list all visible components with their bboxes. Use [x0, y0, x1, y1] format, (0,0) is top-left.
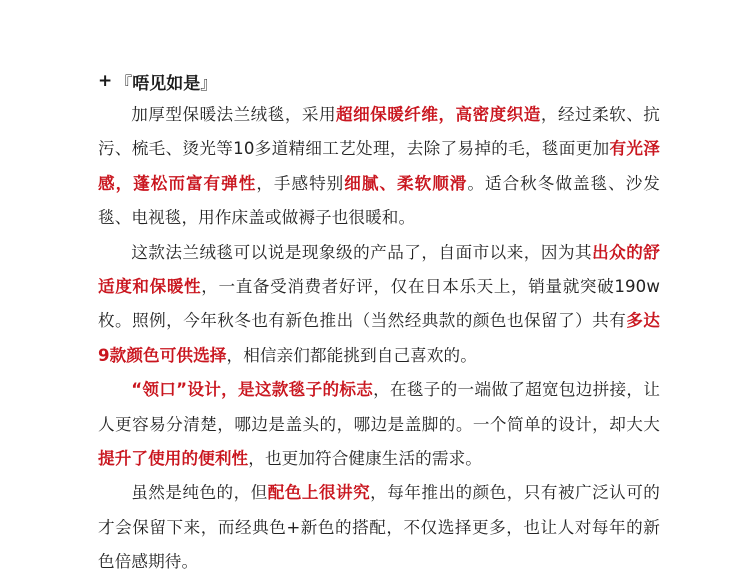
highlighted-text: 细腻、柔软顺滑 [344, 173, 468, 193]
paragraph-2 [98, 236, 660, 374]
body-text: ，手感特别 [256, 173, 345, 193]
body-text: ，经过柔软、抗污、梳毛、烫光等10多道精细工艺处理，去除了易掉的毛，毯面更加 [98, 105, 660, 159]
plus-icon: + [98, 71, 113, 91]
body-text: 这款法兰绒毯可以说是现象级的产品了，自面市以来，因为其 [131, 242, 593, 262]
body-text: ，一直备受消费者好评，仅在日本乐天上，销量就突破190w枚。照例，今年秋冬也有新色推出（当然经典款的颜色也保留了）共有 [98, 277, 660, 331]
highlighted-text: 超细保暖纤维，高密度织造 [336, 105, 541, 124]
article-body [98, 98, 660, 580]
section-heading [98, 67, 217, 95]
paragraph-4 [98, 476, 660, 579]
highlighted-text: 提升了使用的便利性 [98, 449, 249, 469]
body-text: ，在毯子的一端做了超宽包边拼接，让人更容易分清楚，哪边是盖头的，哪边是盖脚的。一个简单的设计，却大大 [98, 380, 661, 434]
highlighted-text: 多达9款颜色可供选择 [98, 311, 660, 365]
highlighted-text: “领口”设计，是这款毯子的标志 [131, 380, 374, 400]
paragraph-3 [98, 373, 660, 476]
body-text: ，也更加符合健康生活的需求。 [248, 449, 482, 469]
highlighted-text: 有光泽感，蓬松而富有弹性 [98, 139, 660, 193]
heading-title: 唔见如是 [132, 73, 201, 94]
body-text: 虽然是纯色的，但 [131, 483, 268, 503]
body-text: 。适合秋冬做盖毯、沙发毯、电视毯，用作床盖或做褥子也很暖和。 [98, 173, 660, 228]
heading-close-bracket: 』 [200, 73, 218, 94]
heading-open-bracket: 『 [115, 73, 133, 94]
body-text: ，相信亲们都能挑到自己喜欢的。 [226, 345, 477, 365]
paragraph-1 [98, 98, 660, 236]
body-text: 加厚型保暖法兰绒毯，采用 [131, 105, 337, 124]
highlighted-text: 出众的舒适度和保暖性 [98, 242, 660, 297]
highlighted-text: 配色上很讲究 [267, 483, 371, 503]
body-text: ，每年推出的颜色，只有被广泛认可的才会保留下来，而经典色+新色的搭配，不仅选择更多，也让人对每年的新色倍感期待。 [98, 483, 660, 572]
